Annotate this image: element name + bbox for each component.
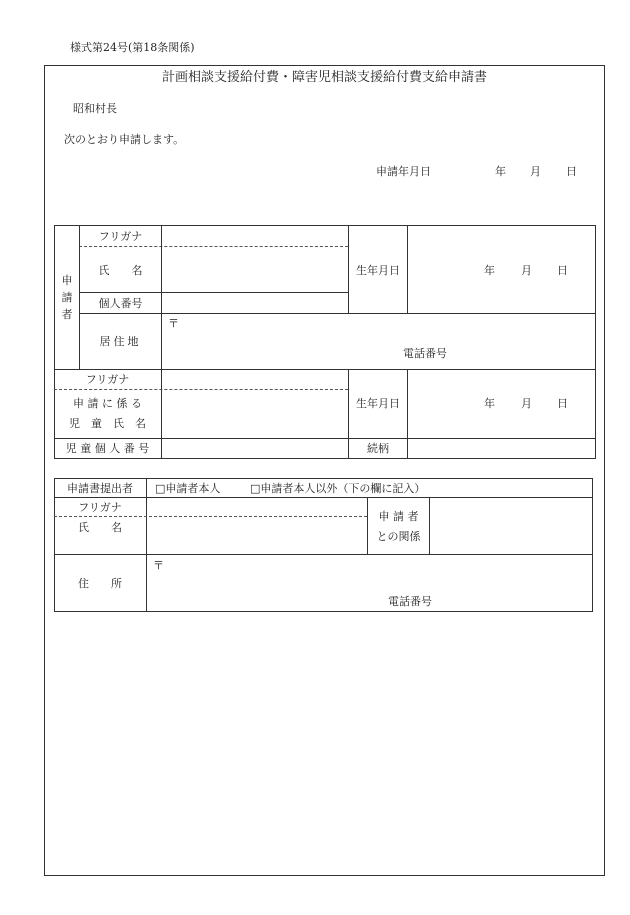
applicant-name-label: 氏 名 [98,264,143,277]
child-relation-label: 続柄 [367,442,389,455]
page-frame [44,65,605,876]
submitter-furigana-label: フリガナ [78,501,122,514]
apply-date-day[interactable]: 日 [566,165,577,178]
child-furigana-label: フリガナ [85,373,130,386]
applicant-furigana-label: フリガナ [98,230,143,243]
applicant-furigana-field[interactable] [162,226,348,246]
apply-date-label: 申請年月日 [376,165,431,178]
submitter-option-self[interactable]: □申請者本人 [155,482,221,495]
submitter-name-field[interactable] [147,517,367,554]
intro-text: 次のとおり申請します。 [64,133,185,146]
child-birth-day[interactable]: 日 [557,397,568,410]
applicant-personal-number-field[interactable] [162,293,348,313]
applicant-side-label [60,272,74,323]
side-char: 申 [61,274,73,287]
submitter-relation-label-1: 申 請 者 [378,510,419,523]
child-personal-number-field[interactable] [162,439,348,459]
child-name-field[interactable] [162,390,348,438]
child-birth-month[interactable]: 月 [521,397,532,410]
addressee: 昭和村長 [73,102,117,115]
side-char: 請 [61,291,73,305]
side-char: 者 [61,308,73,322]
child-personal-number-label: 児 童 個 人 番 号 [65,442,150,455]
submitter-relation-label-2: との関係 [376,530,421,543]
submitter-phone-label: 電話番号 [388,595,432,608]
applicant-birth-day[interactable]: 日 [557,264,568,277]
applicant-birth-label: 生年月日 [356,264,400,277]
apply-date-month[interactable]: 月 [530,165,541,178]
document-title: 計画相談支援給付費・障害児相談支援給付費支給申請書 [161,70,487,85]
applicant-address-field[interactable] [162,314,596,369]
child-birth-year[interactable]: 年 [484,397,495,410]
applicant-phone-label: 電話番号 [403,347,447,360]
submitter-option-other[interactable]: □申請者本人以外（下の欄に記入） [250,482,426,495]
child-name-label-2: 児 童 氏 名 [69,417,146,430]
submitter-address-label: 住 所 [78,577,122,590]
applicant-personal-number-label: 個人番号 [98,297,143,310]
submitter-address-field[interactable] [147,555,593,612]
applicant-birth-year[interactable]: 年 [484,264,495,277]
child-name-label-1: 申 請 に 係 る [73,397,142,410]
apply-date-year[interactable]: 年 [495,165,506,178]
submitter-label: 申請書提出者 [67,482,133,495]
submitter-name-label: 氏 名 [78,521,122,534]
submitter-relation-field[interactable] [430,498,593,554]
submitter-furigana-field[interactable] [147,498,367,516]
form-number: 様式第24号(第18条関係) [70,41,195,54]
applicant-birth-month[interactable]: 月 [521,264,532,277]
child-relation-field[interactable] [408,439,596,459]
applicant-address-label: 居住地 [99,335,142,348]
child-furigana-field[interactable] [162,370,348,389]
submitter-postal-mark: 〒 [153,559,164,572]
applicant-postal-mark: 〒 [168,317,179,330]
child-birth-label: 生年月日 [356,397,400,410]
applicant-name-field[interactable] [162,247,348,292]
